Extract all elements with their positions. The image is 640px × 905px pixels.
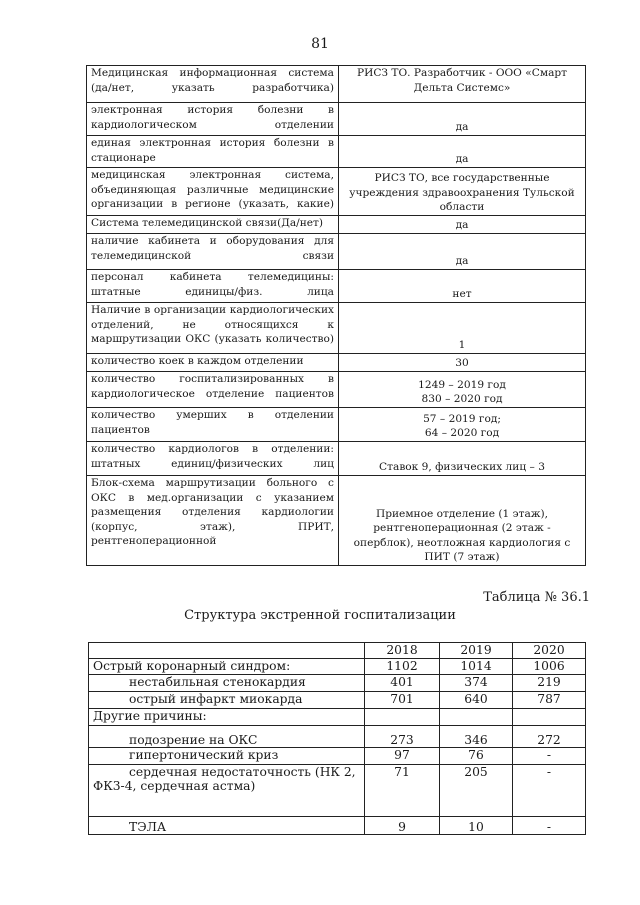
question-cell: количество госпитализированных в кардиологическое отделение пациентов	[87, 372, 339, 408]
value-cell: 9	[365, 817, 440, 835]
table-row	[87, 66, 586, 103]
answer-cell: 1	[339, 303, 586, 354]
table-row	[87, 168, 586, 216]
year-header: 2019	[440, 643, 513, 659]
question-cell: количество коек в каждом отделении	[87, 354, 339, 372]
question-cell: единая электронная история болезни в стационаре	[87, 136, 339, 168]
table-row	[87, 372, 586, 408]
hospitalization-table	[88, 642, 586, 835]
answer-cell: РИСЗ ТО, все государственные учреждения здравоохранения Тульской области	[339, 168, 586, 216]
value-cell: 219	[513, 675, 586, 692]
value-cell: -	[513, 817, 586, 835]
table-number: Таблица № 36.1	[483, 590, 590, 605]
value-cell: 97	[365, 748, 440, 765]
row-label: сердечная недостаточность (НК 2, ФК3-4, сердечная астма)	[89, 765, 365, 817]
value-cell: 1102	[365, 659, 440, 675]
info-systems-table	[86, 65, 586, 566]
table-row	[87, 216, 586, 234]
table-row	[89, 817, 586, 835]
question-cell: наличие кабинета и оборудования для телемедицинской связи	[87, 234, 339, 270]
value-cell: 374	[440, 675, 513, 692]
row-label: гипертонический криз	[89, 748, 365, 765]
question-cell: Медицинская информационная система (да/нет, указать разработчика)	[87, 66, 339, 103]
table-row	[89, 659, 586, 675]
answer-cell: Приемное отделение (1 этаж), рентгеноперационная (2 этаж - оперблок), неотложная кардиология с ПИТ (7 этаж)	[339, 476, 586, 566]
table-row	[89, 748, 586, 765]
value-cell: 346	[440, 726, 513, 748]
value-cell: 701	[365, 692, 440, 709]
value-cell: 1014	[440, 659, 513, 675]
header-row	[89, 643, 586, 659]
value-cell: 787	[513, 692, 586, 709]
table-row	[87, 303, 586, 354]
value-cell: 272	[513, 726, 586, 748]
answer-cell: 57 – 2019 год; 64 – 2020 год	[339, 408, 586, 442]
year-header: 2020	[513, 643, 586, 659]
table-row	[87, 103, 586, 136]
answer-cell: Ставок 9, физических лиц – 3	[339, 442, 586, 476]
value-cell: 273	[365, 726, 440, 748]
value-cell	[513, 709, 586, 726]
answer-cell: нет	[339, 270, 586, 303]
answer-cell: да	[339, 136, 586, 168]
header-empty-cell	[89, 643, 365, 659]
table-row	[89, 692, 586, 709]
table-row	[87, 476, 586, 566]
answer-cell: 30	[339, 354, 586, 372]
answer-cell: да	[339, 216, 586, 234]
table-row	[87, 354, 586, 372]
table-row	[87, 408, 586, 442]
value-cell: 76	[440, 748, 513, 765]
table-row	[89, 675, 586, 692]
table-row	[87, 442, 586, 476]
question-cell: Система телемедицинской связи(Да/нет)	[87, 216, 339, 234]
value-cell	[365, 709, 440, 726]
answer-cell: РИСЗ ТО. Разработчик - ООО «Смарт Дельта Системс»	[339, 66, 586, 103]
page-number: 81	[311, 36, 329, 52]
year-header: 2018	[365, 643, 440, 659]
question-cell: количество умерших в отделении пациентов	[87, 408, 339, 442]
question-cell: Наличие в организации кардиологических отделений, не относящихся к маршрутизации ОКС (указать количество)	[87, 303, 339, 354]
value-cell: 1006	[513, 659, 586, 675]
answer-cell: 1249 – 2019 год 830 – 2020 год	[339, 372, 586, 408]
row-label: Другие причины:	[89, 709, 365, 726]
table-row	[89, 726, 586, 748]
row-label: подозрение на ОКС	[89, 726, 365, 748]
table-row	[89, 709, 586, 726]
row-label: острый инфаркт миокарда	[89, 692, 365, 709]
value-cell: 205	[440, 765, 513, 817]
table-title: Структура экстренной госпитализации	[184, 608, 456, 623]
value-cell: -	[513, 765, 586, 817]
question-cell: персонал кабинета телемедицины: штатные единицы/физ. лица	[87, 270, 339, 303]
value-cell: 640	[440, 692, 513, 709]
row-label: ТЭЛА	[89, 817, 365, 835]
row-label: Острый коронарный синдром:	[89, 659, 365, 675]
answer-cell: да	[339, 103, 586, 136]
table-row	[87, 136, 586, 168]
value-cell: 10	[440, 817, 513, 835]
question-cell: Блок-схема маршрутизации больного с ОКС в мед.организации с указанием размещения отделения кардиологии (корпус, этаж), ПРИТ, рентгеноперационной	[87, 476, 339, 566]
answer-cell: да	[339, 234, 586, 270]
question-cell: электронная история болезни в кардиологическом отделении	[87, 103, 339, 136]
value-cell: 71	[365, 765, 440, 817]
question-cell: количество кардиологов в отделении: штатных единиц/физических лиц	[87, 442, 339, 476]
question-cell: медицинская электронная система, объединяющая различные медицинские организации в регионе (указать, какие)	[87, 168, 339, 216]
value-cell	[440, 709, 513, 726]
table-row	[87, 234, 586, 270]
value-cell: -	[513, 748, 586, 765]
table-row	[89, 765, 586, 817]
value-cell: 401	[365, 675, 440, 692]
row-label: нестабильная стенокардия	[89, 675, 365, 692]
table-row	[87, 270, 586, 303]
